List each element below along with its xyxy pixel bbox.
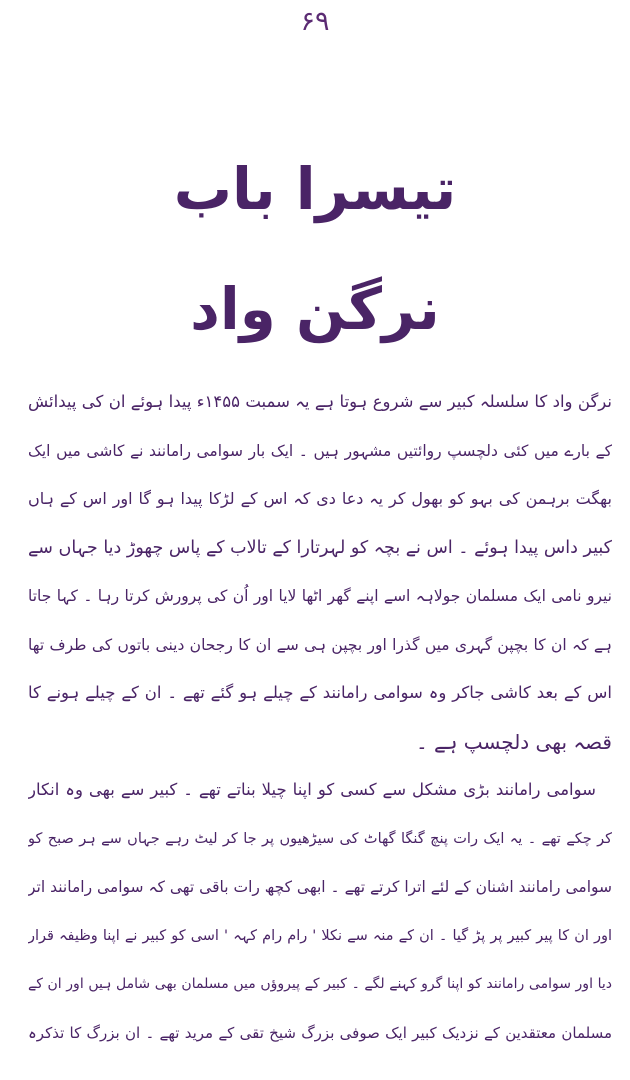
text-line: کبیر داس پیدا ہوئے ۔ اس نے بچہ کو لہرتارا کے تالاب کے پاس چھوڑ دیا جہاں سے — [28, 537, 612, 558]
text-line: اس کے بعد کاشی جاکر وہ سوامی رامانند کے چیلے ہو گئے تھے ۔ ان کے چیلے ہونے کا — [28, 683, 612, 702]
text-line: کر چکے تھے ۔ یہ ایک رات پنچ گنگا گھاٹ کی سیڑھیوں پر جا کر لیٹ رہے جہاں سے ہر صبح کو — [28, 830, 612, 847]
text-line: نیرو نامی ایک مسلمان جولاہہ اسے اپنے گھر اٹھا لایا اور اُن کی پرورش کرتا رہا ۔ کہا جاتا — [28, 587, 612, 605]
text-line: نرگن واد کا سلسلہ کبیر سے شروع ہوتا ہے یہ سمبت ۱۴۵۵ء پیدا ہوئے ان کی پیدائش — [28, 392, 612, 411]
text-line: دیا اور سوامی رامانند کو اپنا گرو کہنے لگے ۔ کبیر کے پیروؤں میں مسلمان بھی شامل ہیں اور ان کے — [28, 976, 612, 992]
chapter-title: تیسرا باب — [173, 155, 457, 223]
section-title: نرگن واد — [190, 275, 440, 343]
text-line: قصہ بھی دلچسپ ہے ۔ — [415, 729, 612, 754]
text-line: اور ان کا پیر کبیر پر پڑ گیا ۔ ان کے منہ سے نکلا ' رام رام کہہ ' اسی کو کبیر نے اپنا وظیفہ قرار — [28, 927, 612, 944]
page-number: ۶۹ — [300, 6, 330, 37]
text-line: سوامی رامانند بڑی مشکل سے کسی کو اپنا چیلا بناتے تھے ۔ کبیر سے بھی وہ انکار — [28, 780, 596, 799]
text-line: کے بارے میں کئی دلچسپ روائتیں مشہور ہیں ۔ ایک بار سوامی رامانند نے کاشی میں ایک — [28, 441, 612, 460]
text-line: ہے کہ ان کا بچپن گہری میں گذرا اور بچپن ہی سے ان کا رجحان دینی باتوں کی طرف تھا — [28, 635, 612, 654]
body-text — [28, 378, 612, 1057]
text-line: بھگت برہمن کی بہو کو بھول کر یہ دعا دی کہ اس کے لڑکا پیدا ہو گا اور اس کے ہاں — [28, 489, 612, 508]
text-line: سوامی رامانند اشنان کے لئے اترا کرتے تھے ۔ ابھی کچھ رات باقی تھی کہ سوامی رامانند اتر — [28, 878, 612, 896]
text-line: مسلمان معتقدین کے نزدیک کبیر ایک صوفی بزرگ شیخ تقی کے مرید تھے ۔ ان بزرگ کا تذکرہ — [28, 1023, 612, 1042]
